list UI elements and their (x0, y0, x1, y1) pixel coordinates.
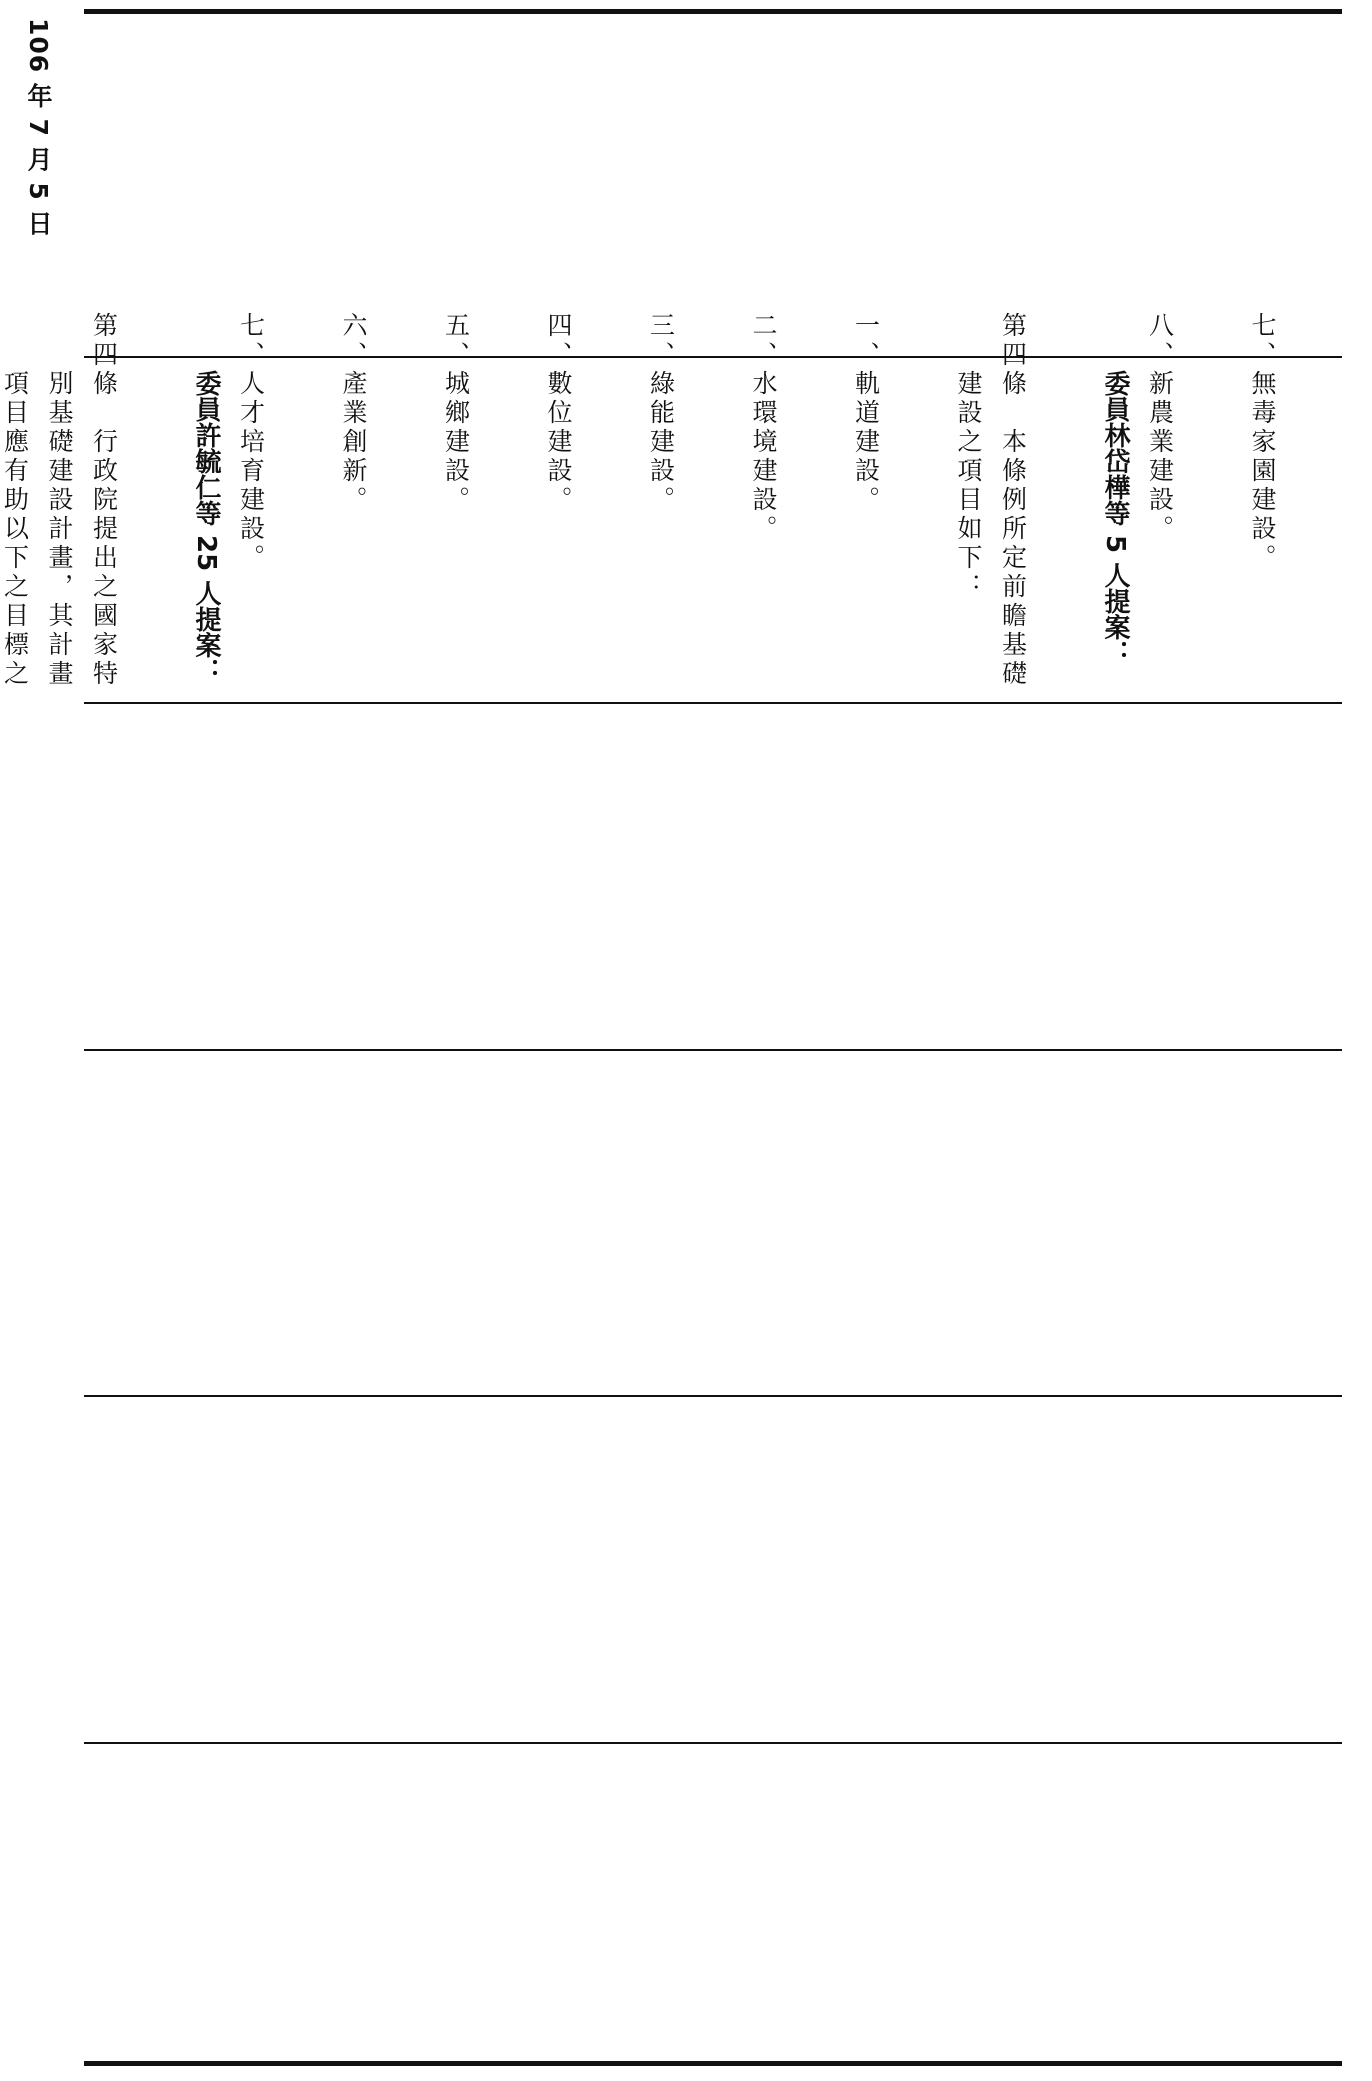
proposal-heading: 委員林岱樺等 5 人提案： (1100, 370, 1130, 667)
list-item: 二、水環境建設。 (749, 312, 778, 544)
column-divider (84, 1742, 1342, 1744)
amendment-text-column (0, 312, 1342, 705)
column-divider (84, 1395, 1342, 1397)
article-text: 第四條 行政院提出之國家特別基礎建設計畫，其計畫項目應有助以下之目標之 (0, 312, 119, 689)
proposal-heading: 委員許毓仁等 25 人提案： (191, 370, 221, 685)
list-item: 一、軌道建設。 (851, 312, 881, 515)
page-date: 106 年 7 月 5 日 (24, 18, 53, 237)
list-item: 四、數位建設。 (544, 312, 573, 515)
list-item: 五、城鄉建設。 (441, 312, 471, 515)
list-item: 八、新農業建設。 (1145, 312, 1175, 544)
list-item: 六、產業創新。 (339, 312, 368, 515)
top-border (84, 9, 1342, 14)
bottom-border (84, 2061, 1342, 2066)
column-divider (84, 1049, 1342, 1051)
list-item: 七、無毒家園建設。 (1248, 312, 1277, 573)
list-item: 七、人才培育建設。 (236, 312, 266, 573)
article-text: 第四條 本條例所定前瞻基礎建設之項目如下： (954, 312, 1028, 689)
list-item: 三、綠能建設。 (646, 312, 676, 515)
